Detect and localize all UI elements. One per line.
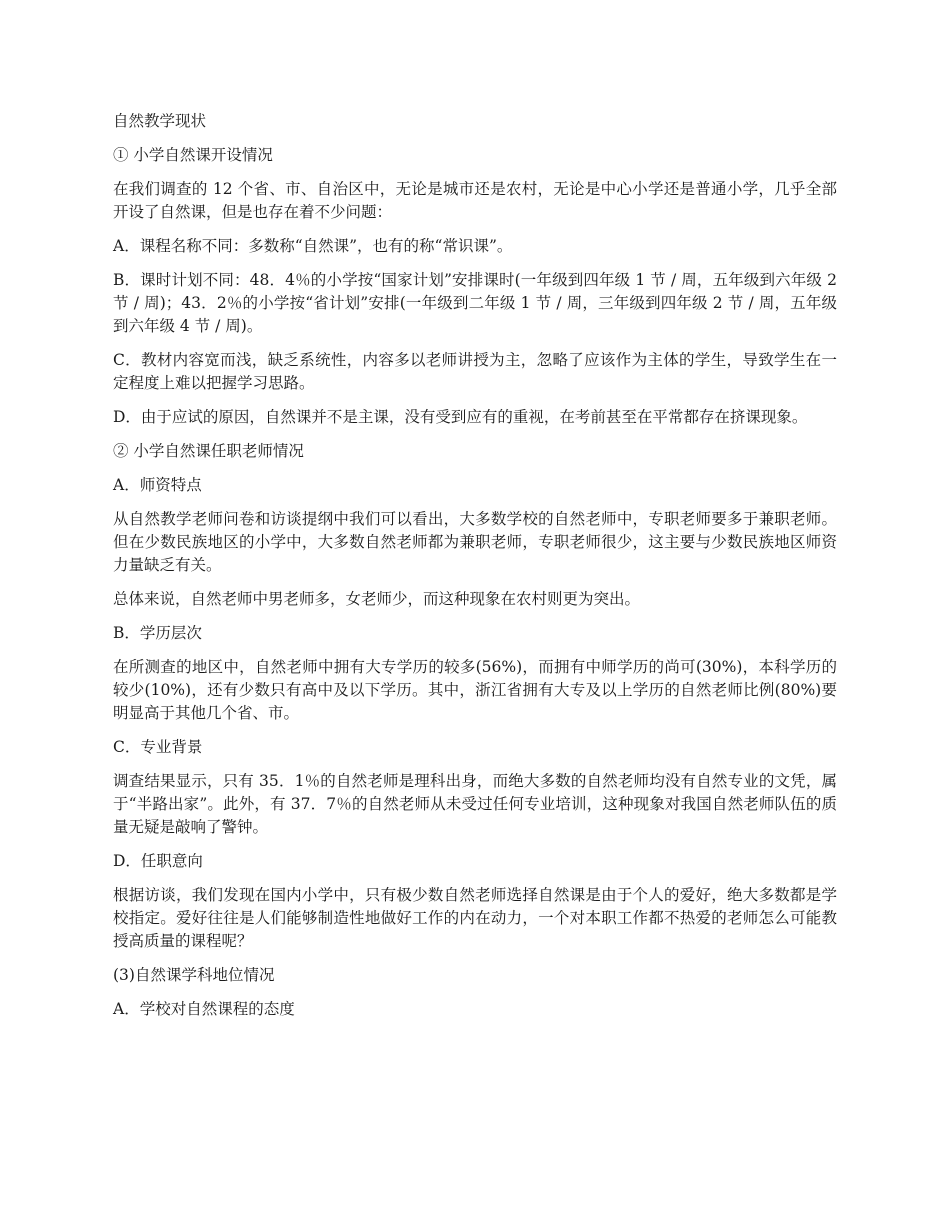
list-item: D．由于应试的原因，自然课并不是主课，没有受到应有的重视，在考前甚至在平常都存在挤课现象。	[113, 408, 808, 426]
subsection-heading: (3)自然课学科地位情况	[113, 966, 275, 984]
subsection-heading: ① 小学自然课开设情况	[113, 146, 273, 164]
body-paragraph: 在我们调查的 12 个省、市、自治区中，无论是城市还是农村，无论是中心小学还是普通小学，几乎全部开设了自然课，但是也存在着不少问题：	[113, 180, 837, 221]
document-body	[113, 110, 837, 1032]
subsection-heading: ② 小学自然课任职老师情况	[113, 442, 304, 460]
list-item: C．教材内容宽而浅，缺乏系统性，内容多以老师讲授为主，忽略了应该作为主体的学生，导致学生在一定程度上难以把握学习思路。	[113, 351, 837, 392]
item-heading: B．学历层次	[113, 624, 202, 642]
body-paragraph: 根据访谈，我们发现在国内小学中，只有极少数自然老师选择自然课是由于个人的爱好，绝大多数都是学校指定。爱好往往是人们能够制造性地做好工作的内在动力，一个对本职工作都不热爱的老师怎么可能教授高质量的课程呢？	[113, 886, 837, 950]
body-paragraph: 从自然教学老师问卷和访谈提纲中我们可以看出，大多数学校的自然老师中，专职老师要多于兼职老师。但在少数民族地区的小学中，大多数自然老师都为兼职老师，专职老师很少，这主要与少数民族地区师资力量缺乏有关。	[113, 510, 837, 574]
list-item: A．课程名称不同：多数称“自然课”，也有的称“常识课”。	[113, 237, 513, 255]
item-heading: D．任职意向	[113, 852, 203, 870]
body-paragraph: 在所测查的地区中，自然老师中拥有大专学历的较多(56%)，而拥有中师学历的尚可(30%)，本科学历的较少(10%)，还有少数只有高中及以下学历。其中，浙江省拥有大专及以上学历的自然老师比例(80%)要明显高于其他几个省、市。	[113, 658, 837, 722]
item-heading: C．专业背景	[113, 738, 203, 756]
item-heading: A．师资特点	[113, 476, 202, 494]
body-paragraph: 调查结果显示，只有 35．1％的自然老师是理科出身，而绝大多数的自然老师均没有自然专业的文凭，属于“半路出家”。此外，有 37．7％的自然老师从未受过任何专业培训，这种现象对我国自然老师队伍的质量无疑是敲响了警钟。	[113, 772, 837, 836]
list-item: B．课时计划不同：48．4％的小学按“国家计划”安排课时(一年级到四年级 1 节 / 周，五年级到六年级 2 节 / 周)；43．2％的小学按“省计划”安排(一年级到二年级 1 节 / 周，三年级到四年级 2 节 / 周，五年级到六年级 4 节 / 周)。	[113, 271, 837, 335]
item-heading: A．学校对自然课程的态度	[113, 1000, 295, 1018]
body-paragraph: 总体来说，自然老师中男老师多，女老师少，而这种现象在农村则更为突出。	[113, 590, 641, 608]
section-title: 自然教学现状	[113, 112, 207, 130]
